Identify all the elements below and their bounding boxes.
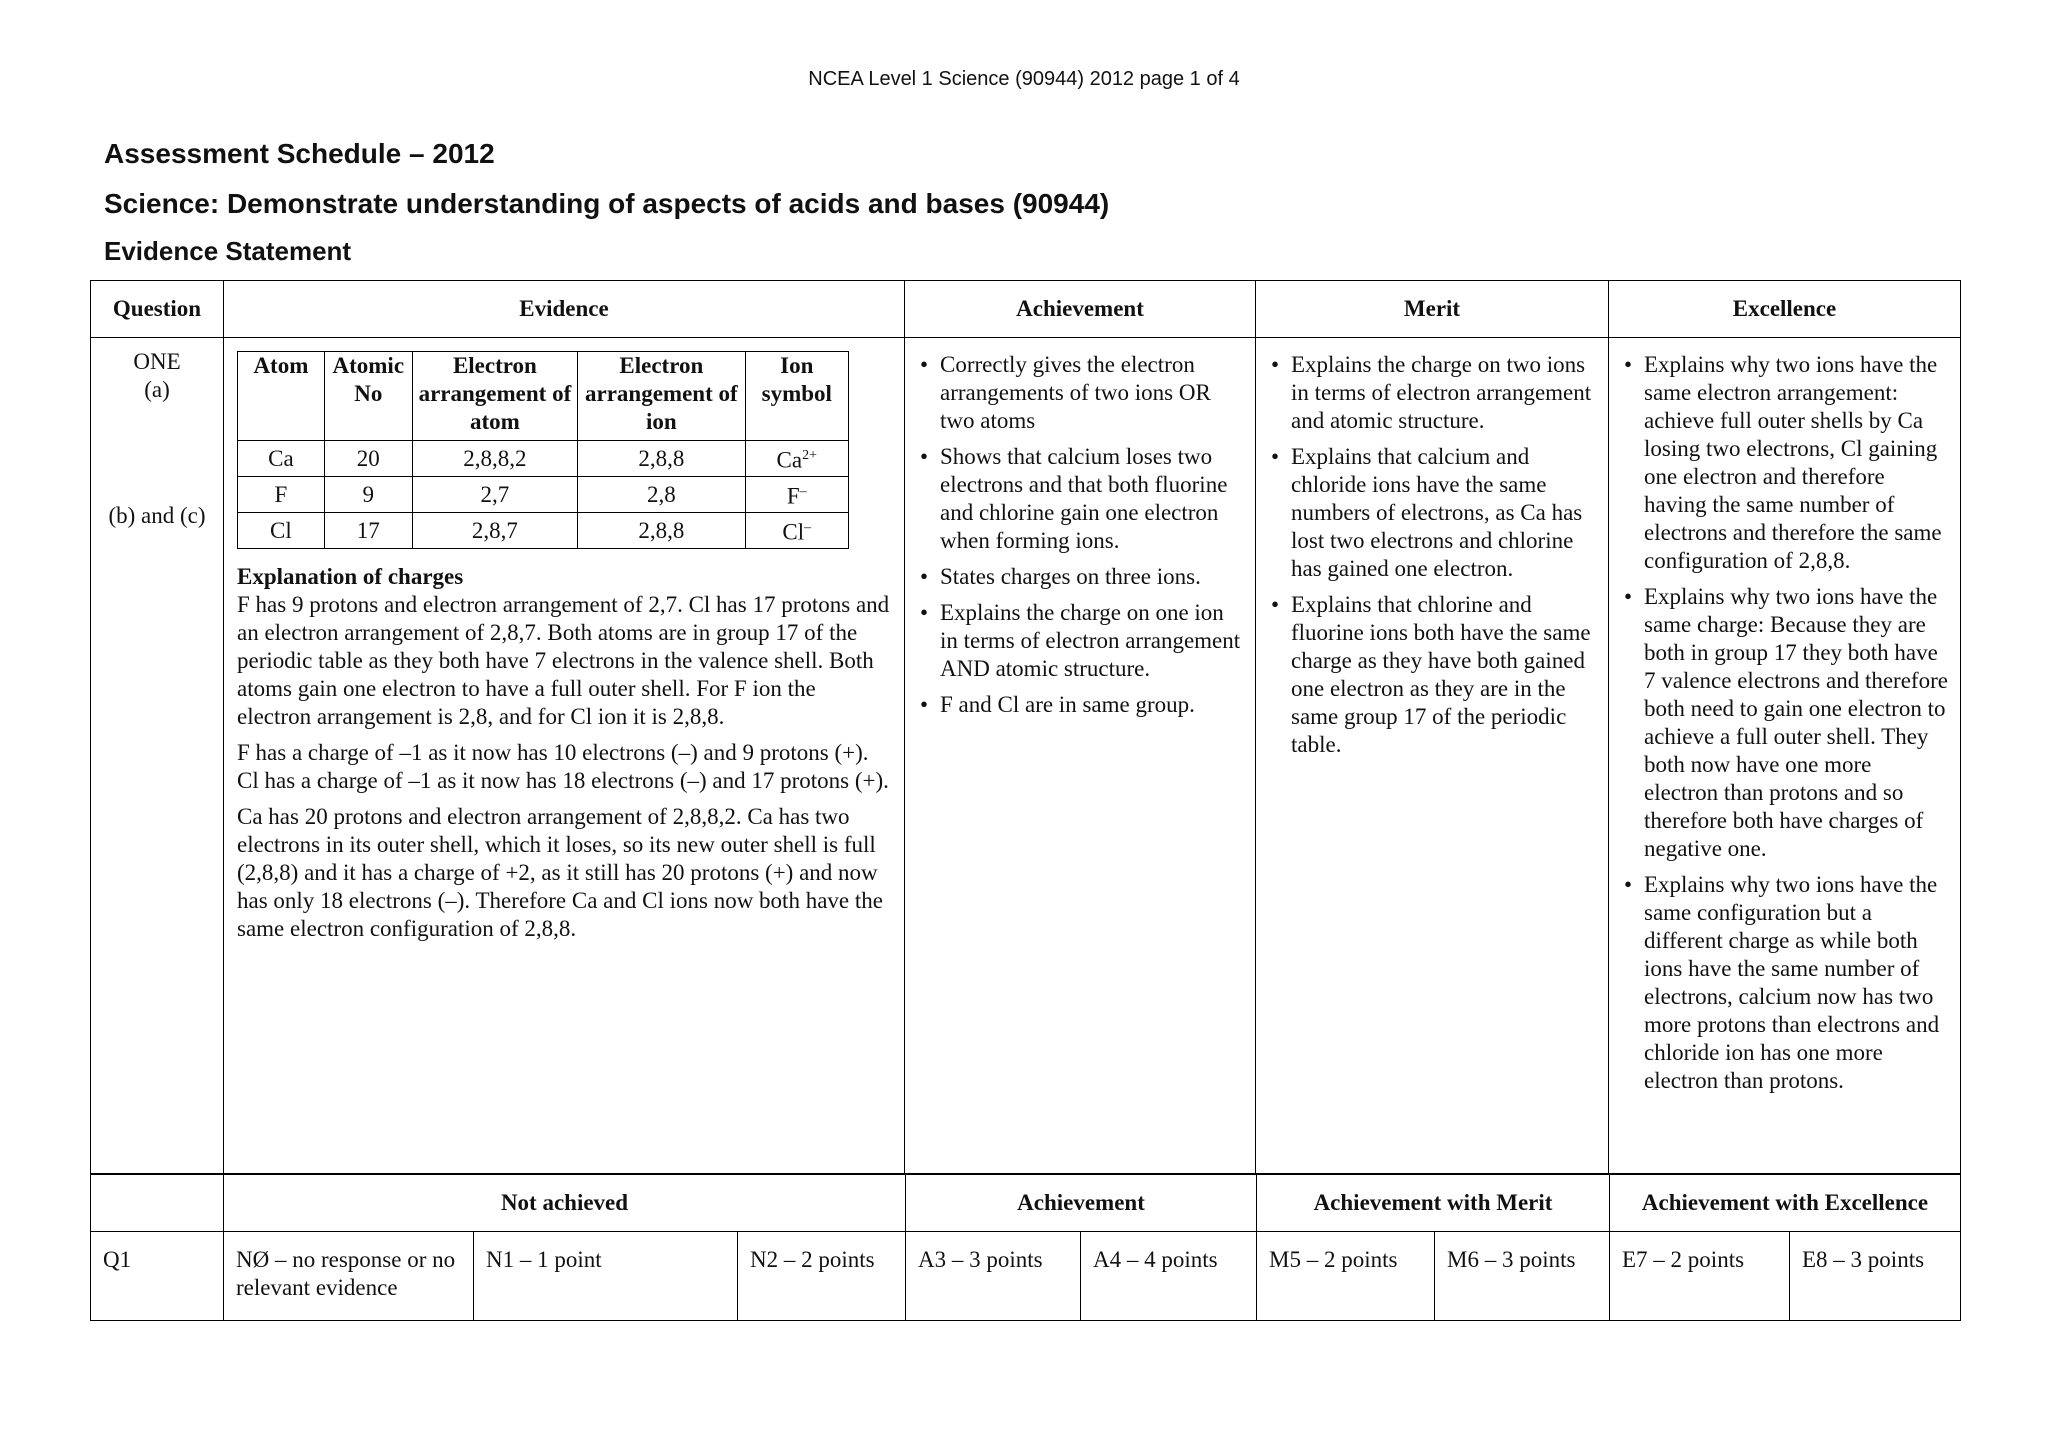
col-header-achievement: Achievement: [905, 281, 1256, 338]
merit-criterion: • Explains the charge on two ions in terms of electron arrangement and atomic structure.: [1291, 351, 1597, 435]
ion-charge: –: [804, 520, 812, 536]
col-header-excellence: Excellence: [1609, 281, 1961, 338]
schedule-title: Assessment Schedule – 2012: [104, 138, 495, 169]
question-part-bc: (b) and (c): [108, 503, 206, 528]
ion-symbol-cell: [745, 441, 848, 477]
atom-table-header: [238, 352, 849, 441]
atom-arrangement-cell: 2,8,8,2: [412, 441, 577, 477]
ion-symbol: Ca: [776, 447, 803, 473]
question-cell: [91, 338, 224, 1174]
achievement-criterion: • Correctly gives the electron arrangements of two ions OR two atoms: [940, 351, 1244, 435]
atom-arrangement-cell: 2,8,7: [412, 513, 577, 549]
ion-arrangement-header: Electron arrangement of ion: [578, 352, 745, 441]
grade-cell-e7: E7 – 2 points: [1610, 1232, 1790, 1321]
merit-cell: [1256, 338, 1609, 1174]
grade-cell-a4: A4 – 4 points: [1081, 1232, 1257, 1321]
ion-symbol: F: [786, 483, 800, 509]
atom-row-cl: [238, 513, 849, 549]
merit-header: Achievement with Merit: [1257, 1175, 1610, 1232]
ion-symbol: Cl: [782, 519, 805, 545]
page-header: NCEA Level 1 Science (90944) 2012 page 1 of 4: [808, 68, 1240, 90]
question-one-row: [91, 338, 1961, 1174]
subject-title: Science: Demonstrate understanding of aspects of acids and bases (90944): [104, 188, 1110, 219]
not-achieved-header: Not achieved: [224, 1175, 906, 1232]
excellence-list: [1610, 339, 1959, 1095]
grade-cell-n2: N2 – 2 points: [738, 1232, 906, 1321]
merit-criterion: • Explains that chlorine and fluorine ions both have the same charge as they have both gained one electron as they are in the same group 17 of the periodic table.: [1291, 591, 1597, 759]
ion-symbol-cell: [745, 513, 848, 549]
ion-charge: 2+: [802, 448, 818, 464]
evidence-cell: [224, 338, 905, 1174]
excellence-header: Achievement with Excellence: [1610, 1175, 1961, 1232]
electron-arrangement-table: [237, 351, 849, 549]
explanation-heading: Explanation of charges: [237, 564, 464, 589]
ion-symbol-header: Ion symbol: [745, 352, 848, 441]
atom-cell: Cl: [238, 513, 325, 549]
excellence-criterion: • Explains why two ions have the same charge: Because they are both in group 17 they both have 7 valence electrons and therefore both need to gain one electron to achieve a full outer shell. They both now have one more electron than protons and so therefore both have charges of negative one.: [1644, 583, 1949, 863]
merit-criterion: • Explains that calcium and chloride ions have the same numbers of electrons, as Ca has lost two electrons and chlorine has gained one electron.: [1291, 443, 1597, 583]
excellence-criterion: • Explains why two ions have the same electron arrangement: achieve full outer shells by Ca losing two electrons, Cl gaining one electron and therefore having the same number of electrons and therefore the same configuration of 2,8,8.: [1644, 351, 1949, 575]
atom-arrangement-header: Electron arrangement of atom: [412, 352, 577, 441]
grade-cell-m6: M6 – 3 points: [1435, 1232, 1610, 1321]
ion-arrangement-cell: 2,8: [578, 477, 745, 513]
atom-header: Atom: [238, 352, 325, 441]
question-number: ONE: [133, 349, 181, 374]
col-header-merit: Merit: [1256, 281, 1609, 338]
explanation-paragraph: F has 9 protons and electron arrangement of 2,7. Cl has 17 protons and an electron arrangement of 2,8,7. Both atoms are in group 17 of the periodic table as they both have 7 electrons in the valence shell. Both atoms gain one electron to have a full outer shell. For F ion the electron arrangement is 2,8, and for Cl ion it is 2,8,8.: [237, 592, 890, 729]
ion-charge: –: [799, 484, 807, 500]
atom-cell: Ca: [238, 441, 325, 477]
achievement-criterion: • F and Cl are in same group.: [940, 691, 1244, 719]
achievement-cell: [905, 338, 1256, 1174]
grading-row-label: Q1: [91, 1232, 224, 1321]
atomic-no-cell: 20: [324, 441, 412, 477]
evidence-table-header: [91, 281, 1961, 338]
achievement-list: [906, 339, 1254, 719]
grade-cell-n0: NØ – no response or no relevant evidence: [224, 1232, 474, 1321]
grade-cell-e8: E8 – 3 points: [1790, 1232, 1961, 1321]
achievement-criterion: • Explains the charge on one ion in terms of electron arrangement AND atomic structure.: [940, 599, 1244, 683]
atomic-no-cell: 9: [324, 477, 412, 513]
question-part-a: (a): [144, 377, 170, 402]
atom-cell: F: [238, 477, 325, 513]
atom-row-f: [238, 477, 849, 513]
achievement-criterion: • States charges on three ions.: [940, 563, 1244, 591]
excellence-cell: [1609, 338, 1961, 1174]
atomic-no-header: Atomic No: [324, 352, 412, 441]
merit-list: [1257, 339, 1607, 759]
grade-cell-a3: A3 – 3 points: [906, 1232, 1081, 1321]
grading-table: [90, 1174, 1961, 1321]
col-header-question: Question: [91, 281, 224, 338]
grade-cell-n1: N1 – 1 point: [474, 1232, 738, 1321]
ion-arrangement-cell: 2,8,8: [578, 513, 745, 549]
achievement-criterion: • Shows that calcium loses two electrons and that both fluorine and chlorine gain one electron when forming ions.: [940, 443, 1244, 555]
excellence-criterion: • Explains why two ions have the same configuration but a different charge as while both ions have the same number of electrons, calcium now has two more protons than electrons and chloride ion has one more electron than protons.: [1644, 871, 1949, 1095]
ion-symbol-cell: [745, 477, 848, 513]
grading-blank-cell: [91, 1175, 224, 1232]
grading-header-row: [91, 1175, 1961, 1232]
achievement-header: Achievement: [906, 1175, 1257, 1232]
section-title: Evidence Statement: [104, 236, 352, 266]
evidence-table: [90, 280, 1961, 1174]
col-header-evidence: Evidence: [224, 281, 905, 338]
atomic-no-cell: 17: [324, 513, 412, 549]
atom-row-ca: [238, 441, 849, 477]
explanation-paragraph: F has a charge of –1 as it now has 10 electrons (–) and 9 protons (+). Cl has a charge of –1 as it now has 18 electrons (–) and 17 protons (+).: [237, 740, 889, 793]
atom-arrangement-cell: 2,7: [412, 477, 577, 513]
ion-arrangement-cell: 2,8,8: [578, 441, 745, 477]
grading-row-q1: [91, 1232, 1961, 1321]
explanation-paragraph: Ca has 20 protons and electron arrangement of 2,8,8,2. Ca has two electrons in its outer shell, which it loses, so its new outer shell is full (2,8,8) and it has a charge of +2, as it still has 20 protons (+) and now has only 18 electrons (–). Therefore Ca and Cl ions now both have the same electron configuration of 2,8,8.: [237, 804, 883, 941]
grade-cell-m5: M5 – 2 points: [1257, 1232, 1435, 1321]
